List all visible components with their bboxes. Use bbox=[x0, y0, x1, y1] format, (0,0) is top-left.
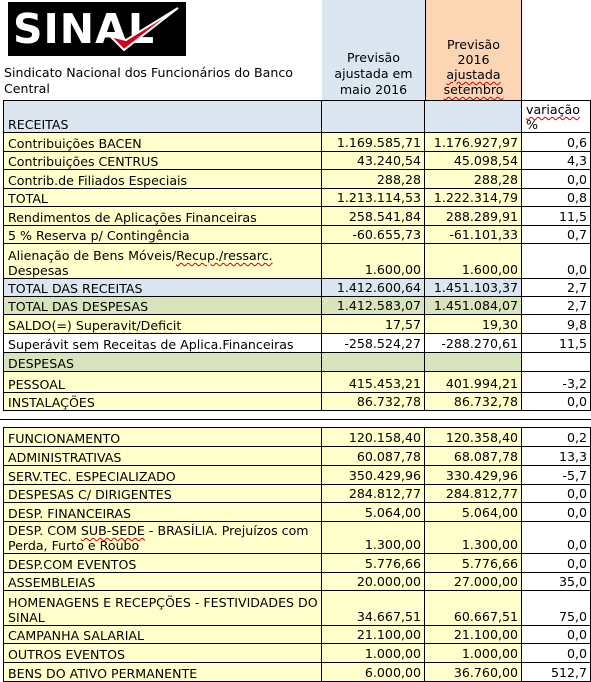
blank-cell bbox=[425, 353, 522, 372]
table-row bbox=[3, 393, 591, 411]
value-may: -60.655,73 bbox=[322, 226, 425, 244]
value-may: -258.524,27 bbox=[322, 334, 425, 353]
value-may: 34.667,51 bbox=[322, 591, 425, 626]
column-header-september bbox=[425, 0, 522, 100]
value-may: 1.213.114,53 bbox=[322, 189, 425, 207]
value-may: 284.812,77 bbox=[322, 485, 425, 503]
row-label: Alienação de Bens Móveis/Recup./ressarc. Despesas bbox=[3, 244, 322, 279]
column-header-blank bbox=[522, 0, 591, 100]
org-name: Sindicato Nacional dos Funcionários do Banco Central bbox=[4, 65, 293, 96]
row-label: DESP. COM SUB-SEDE - BRASÍLIA. Prejuízos com Perda, Furto e Roubo bbox=[3, 522, 322, 554]
table-row bbox=[3, 503, 591, 522]
value-september: 1.000,00 bbox=[425, 644, 522, 663]
row-label: Contrib.de Filiados Especiais bbox=[3, 170, 322, 189]
despesas-header-row bbox=[3, 353, 591, 372]
checkmark-icon bbox=[104, 6, 182, 54]
value-may: 21.100,00 bbox=[322, 626, 425, 644]
table-row bbox=[3, 334, 591, 353]
value-may: 1.000,00 bbox=[322, 644, 425, 663]
value-variation: 0,0 bbox=[522, 393, 591, 411]
value-may: 1.412.583,07 bbox=[322, 297, 425, 315]
value-september: 5.776,66 bbox=[425, 554, 522, 573]
value-september: 1.600,00 bbox=[425, 244, 522, 279]
value-september: -61.101,33 bbox=[425, 226, 522, 244]
table-row bbox=[3, 644, 591, 663]
col2-line3: ajustada bbox=[446, 67, 501, 82]
value-variation: 0,6 bbox=[522, 133, 591, 152]
row-label: SERV.TEC. ESPECIALIZADO bbox=[3, 466, 322, 485]
value-variation: -5,7 bbox=[522, 466, 591, 485]
table-row bbox=[3, 226, 591, 244]
table-row bbox=[3, 428, 591, 447]
row-label: INSTALAÇÕES bbox=[3, 393, 322, 411]
value-may: 6.000,00 bbox=[322, 663, 425, 682]
value-variation: 0,0 bbox=[522, 554, 591, 573]
row-label: FUNCIONAMENTO bbox=[3, 428, 322, 447]
value-may: 5.064,00 bbox=[322, 503, 425, 522]
value-variation: 75,0 bbox=[522, 591, 591, 626]
value-september: 401.994,21 bbox=[425, 372, 522, 393]
col2-line4: setembro bbox=[443, 82, 504, 97]
value-variation: 9,8 bbox=[522, 315, 591, 334]
row-label: Contribuições CENTRUS bbox=[3, 152, 322, 170]
table-row bbox=[3, 244, 591, 279]
value-variation: 11,5 bbox=[522, 207, 591, 226]
table-row bbox=[3, 279, 591, 297]
header bbox=[3, 0, 591, 100]
value-september: 68.087,78 bbox=[425, 447, 522, 466]
row-label: CAMPANHA SALARIAL bbox=[3, 626, 322, 644]
value-variation: 0,0 bbox=[522, 485, 591, 503]
row-label: TOTAL DAS RECEITAS bbox=[3, 279, 322, 297]
value-variation: 0,8 bbox=[522, 189, 591, 207]
row-label: ADMINISTRATIVAS bbox=[3, 447, 322, 466]
table-row bbox=[3, 522, 591, 554]
value-september: 1.300,00 bbox=[425, 522, 522, 554]
value-september: 1.451.103,37 bbox=[425, 279, 522, 297]
receitas-section bbox=[3, 133, 591, 279]
value-may: 1.600,00 bbox=[322, 244, 425, 279]
table-row bbox=[3, 297, 591, 315]
table-row bbox=[3, 447, 591, 466]
value-may: 120.158,40 bbox=[322, 428, 425, 447]
sinal-logo bbox=[8, 2, 186, 56]
blank-cell bbox=[322, 101, 425, 133]
blank-cell bbox=[322, 353, 425, 372]
budget-sheet bbox=[3, 0, 591, 682]
value-september: 284.812,77 bbox=[425, 485, 522, 503]
value-september: 36.760,00 bbox=[425, 663, 522, 682]
row-label: Contribuições BACEN bbox=[3, 133, 322, 152]
value-september: 27.000,00 bbox=[425, 573, 522, 591]
value-may: 258.541,84 bbox=[322, 207, 425, 226]
value-september: 60.667,51 bbox=[425, 591, 522, 626]
table-row bbox=[3, 573, 591, 591]
row-label: HOMENAGENS E RECEPÇÕES - FESTIVIDADES DO SINAL bbox=[3, 591, 322, 626]
value-variation: 0,0 bbox=[522, 170, 591, 189]
value-variation: 11,5 bbox=[522, 334, 591, 353]
table-row bbox=[3, 170, 591, 189]
row-label: Superávit sem Receitas de Aplica.Financeiras bbox=[3, 334, 322, 353]
row-label: 5 % Reserva p/ Contingência bbox=[3, 226, 322, 244]
value-variation: 512,7 bbox=[522, 663, 591, 682]
value-variation: 0,0 bbox=[522, 522, 591, 554]
receitas-header-row bbox=[3, 100, 591, 133]
row-label: DESPESAS C/ DIRIGENTES bbox=[3, 485, 322, 503]
blank-cell bbox=[425, 101, 522, 133]
value-september: 330.429,96 bbox=[425, 466, 522, 485]
row-label: DESP. FINANCEIRAS bbox=[3, 503, 322, 522]
variation-header: variação % bbox=[522, 101, 591, 133]
value-variation: 2,7 bbox=[522, 279, 591, 297]
col2-line2: 2016 bbox=[457, 52, 490, 67]
column-header-may: Previsão ajustada em maio 2016 bbox=[322, 0, 425, 100]
value-variation: 4,3 bbox=[522, 152, 591, 170]
table-row bbox=[3, 133, 591, 152]
value-may: 17,57 bbox=[322, 315, 425, 334]
row-label: DESP.COM EVENTOS bbox=[3, 554, 322, 573]
row-label: Rendimentos de Aplicações Financeiras bbox=[3, 207, 322, 226]
row-label: ASSEMBLEIAS bbox=[3, 573, 322, 591]
value-may: 1.169.585,71 bbox=[322, 133, 425, 152]
value-may: 1.412.600,64 bbox=[322, 279, 425, 297]
value-may: 43.240,54 bbox=[322, 152, 425, 170]
value-may: 60.087,78 bbox=[322, 447, 425, 466]
table-row bbox=[3, 626, 591, 644]
page-break-divider bbox=[3, 411, 591, 427]
value-variation: 0,0 bbox=[522, 626, 591, 644]
value-september: 19,30 bbox=[425, 315, 522, 334]
value-september: 120.358,40 bbox=[425, 428, 522, 447]
value-september: 288,28 bbox=[425, 170, 522, 189]
row-label: SALDO(=) Superavit/Deficit bbox=[3, 315, 322, 334]
value-september: 21.100,00 bbox=[425, 626, 522, 644]
value-september: 45.098,54 bbox=[425, 152, 522, 170]
value-september: 1.222.314,79 bbox=[425, 189, 522, 207]
table-row bbox=[3, 207, 591, 226]
col2-line1: Previsão bbox=[447, 37, 500, 52]
value-september: 288.289,91 bbox=[425, 207, 522, 226]
table-row bbox=[3, 591, 591, 626]
value-september: 1.176.927,97 bbox=[425, 133, 522, 152]
value-september: -288.270,61 bbox=[425, 334, 522, 353]
despesas-section-a bbox=[3, 372, 591, 411]
value-variation: 2,7 bbox=[522, 297, 591, 315]
row-label: PESSOAL bbox=[3, 372, 322, 393]
table-row bbox=[3, 152, 591, 170]
value-variation: 0,0 bbox=[522, 503, 591, 522]
value-variation: 35,0 bbox=[522, 573, 591, 591]
blank-cell bbox=[522, 353, 591, 372]
table-row bbox=[3, 485, 591, 503]
value-variation: -3,2 bbox=[522, 372, 591, 393]
value-may: 350.429,96 bbox=[322, 466, 425, 485]
logo-text: SINAL bbox=[13, 5, 155, 53]
totals-section bbox=[3, 279, 591, 353]
receitas-header: RECEITAS bbox=[3, 101, 322, 133]
value-may: 86.732,78 bbox=[322, 393, 425, 411]
value-september: 86.732,78 bbox=[425, 393, 522, 411]
value-may: 415.453,21 bbox=[322, 372, 425, 393]
despesas-section-b bbox=[3, 427, 591, 682]
value-may: 1.300,00 bbox=[322, 522, 425, 554]
value-variation: 0,0 bbox=[522, 244, 591, 279]
table-row bbox=[3, 466, 591, 485]
row-label: TOTAL bbox=[3, 189, 322, 207]
value-variation: 0,2 bbox=[522, 428, 591, 447]
value-may: 5.776,66 bbox=[322, 554, 425, 573]
row-label: BENS DO ATIVO PERMANENTE bbox=[3, 663, 322, 682]
value-variation: 0,7 bbox=[522, 226, 591, 244]
value-variation: 13,3 bbox=[522, 447, 591, 466]
table-row bbox=[3, 189, 591, 207]
table-row bbox=[3, 372, 591, 393]
row-label: OUTROS EVENTOS bbox=[3, 644, 322, 663]
table-row bbox=[3, 315, 591, 334]
value-may: 288,28 bbox=[322, 170, 425, 189]
value-may: 20.000,00 bbox=[322, 573, 425, 591]
value-september: 1.451.084,07 bbox=[425, 297, 522, 315]
row-label: TOTAL DAS DESPESAS bbox=[3, 297, 322, 315]
table-row bbox=[3, 554, 591, 573]
despesas-header: DESPESAS bbox=[3, 353, 322, 372]
value-september: 5.064,00 bbox=[425, 503, 522, 522]
value-variation: 0,0 bbox=[522, 644, 591, 663]
